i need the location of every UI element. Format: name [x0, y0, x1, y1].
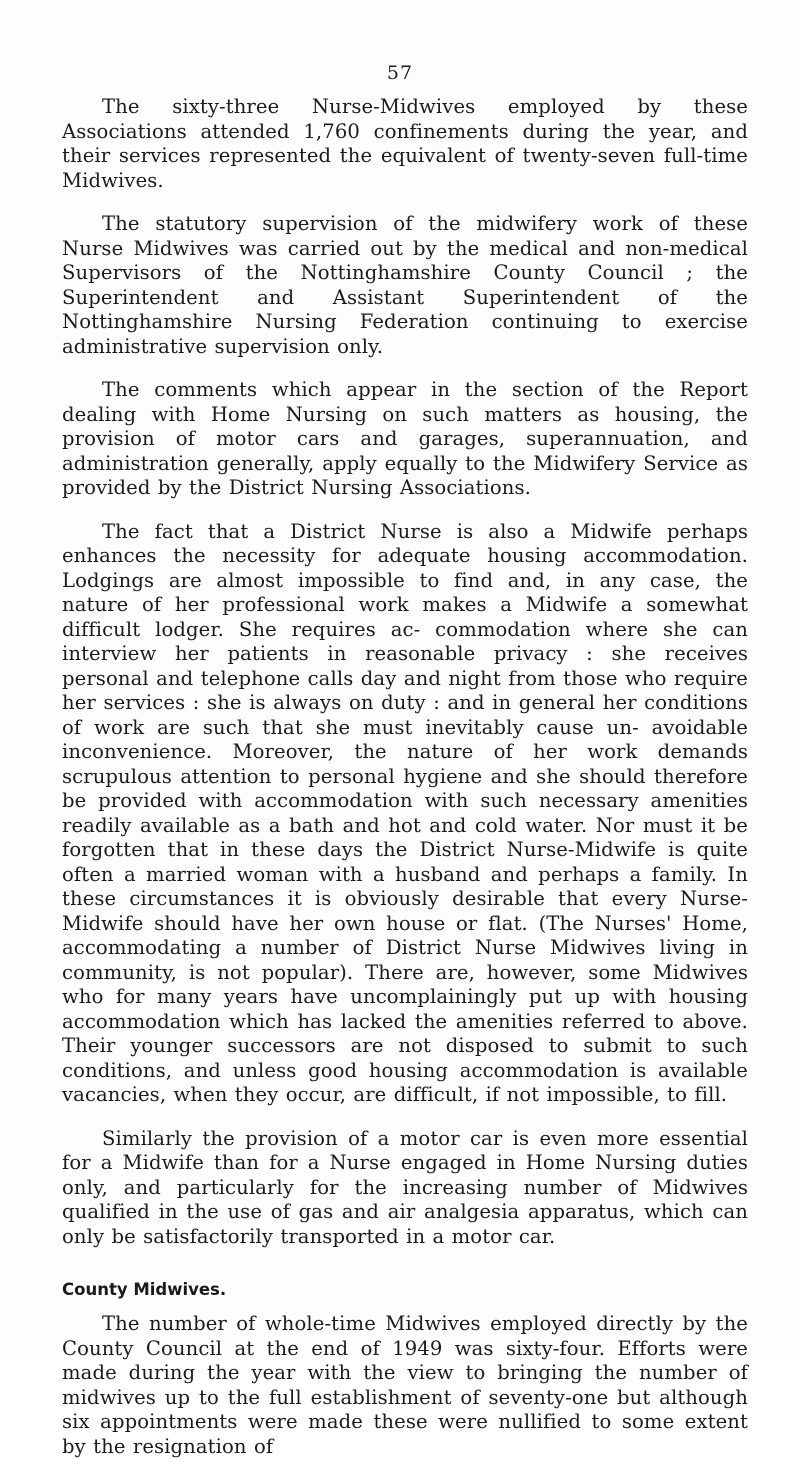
section-heading-county-midwives: County Midwives. — [62, 1280, 227, 1299]
paragraph-nurse-midwives-confinements: The sixty-three Nurse-Midwives employed by these Associations attended 1,760 confinements during the year, and their services represented the equivalent of twenty-seven full-time Midwives. — [62, 95, 748, 192]
paragraph-county-midwives: The number of whole-time Midwives employed directly by the County Council at the end of 1949 was sixty-four. Efforts were made during the year with the view to bringing the number of midwives up to the full establishment of seventy-one but although six appointments were made these were nullified to some extent by the resignation of — [62, 1312, 748, 1458]
body-text — [62, 95, 748, 1478]
page-number: 57 — [386, 62, 414, 84]
paragraph-statutory-supervision: The statutory supervision of the midwifery work of these Nurse Midwives was carried out by the medical and non-medical Supervisors of the Nottinghamshire County Council ; the Superintendent and Assistant Superintendent of the Nottinghamshire Nursing Federation continuing to exercise administrative supervision only. — [62, 212, 748, 358]
paragraph-housing-accommodation: The fact that a District Nurse is also a Midwife perhaps enhances the necessity for adequate housing accommodation. Lodgings are almost impossible to find and, in any case, the nature of her professional work makes a Midwife a somewhat difficult lodger. She requires ac- commodation where she can interview her patients in reasonable privacy : she receives personal and telephone calls day and night from those who require her services : she is always on duty : and in general her conditions of work are such that she must inevitably cause un- avoidable inconvenience. Moreover, the nature of her work demands scrupulous attention to personal hygiene and she should therefore be provided with accommodation with such necessary amenities readily available as a bath and hot and cold water. Nor must it be forgotten that in these days the District Nurse-Midwife is quite often a married woman with a husband and perhaps a family. In these circumstances it is obviously desirable that every Nurse-Midwife should have her own house or flat. (The Nurses' Home, accommodating a number of District Nurse Midwives living in community, is not popular). There are, however, some Midwives who for many years have uncomplainingly put up with housing accommodation which has lacked the amenities referred to above. Their younger successors are not disposed to submit to such conditions, and unless good housing accommodation is available vacancies, when they occur, are difficult, if not impossible, to fill. — [62, 519, 748, 1106]
paragraph-motor-car-provision: Similarly the provision of a motor car is even more essential for a Midwife than for a Nurse engaged in Home Nursing duties only, and particularly for the increasing number of Midwives qualified in the use of gas and air analgesia apparatus, which can only be satisfactorily transported in a motor car. — [62, 1126, 748, 1248]
paragraph-home-nursing-comments: The comments which appear in the section of the Report dealing with Home Nursing on such matters as housing, the provision of motor cars and garages, superannuation, and administration generally, apply equally to the Midwifery Service as provided by the District Nursing Associations. — [62, 378, 748, 499]
